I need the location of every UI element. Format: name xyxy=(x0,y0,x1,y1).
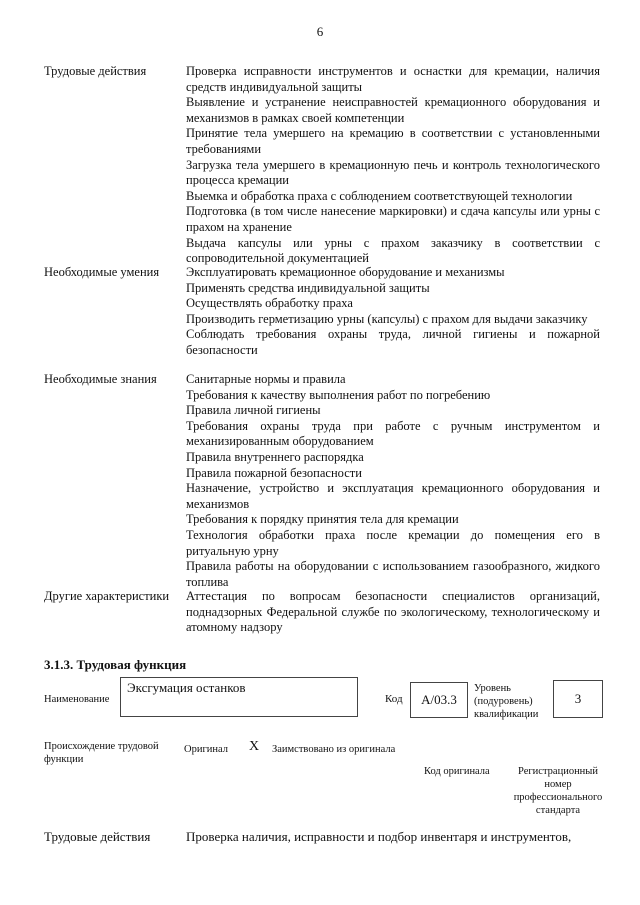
section-knowledge xyxy=(44,372,600,590)
code-value: A/03.3 xyxy=(421,692,457,707)
list-item: Производить герметизацию урны (капсулы) с прахом для выдачи заказчику xyxy=(186,311,588,326)
list-item: Подготовка (в том числе нанесение маркировки) и сдача капсулы или урны с прахом на хранение xyxy=(186,204,600,234)
list-item: Правила личной гигиены xyxy=(186,403,321,418)
list-item: Аттестация по вопросам безопасности специалистов организаций, поднадзорных Федеральной службе по экологическому, технологическому и атомному надзору xyxy=(186,589,600,635)
section-label: Трудовые действия xyxy=(44,829,151,844)
list-item: Применять средства индивидуальной защиты xyxy=(186,280,430,295)
list-item: Выявление и устранение неисправностей кремационного оборудования и механизмов в рамках своей компетенции xyxy=(186,95,600,125)
list-item: Требования к порядку принятия тела для кремации xyxy=(186,512,459,527)
original-mark: X xyxy=(249,739,260,754)
list-item: Проверка исправности инструментов и оснастки для кремации, наличия средств индивидуальной защиты xyxy=(186,64,600,94)
code-label: Код xyxy=(385,693,403,705)
list-item: Проверка наличия, исправности и подбор инвентаря и инструментов, xyxy=(186,829,572,844)
section-label: Трудовые действия xyxy=(44,64,147,78)
next-section xyxy=(44,829,602,845)
list-item: Эксплуатировать кремационное оборудование и механизмы xyxy=(186,265,505,279)
code-original-label: Код оригинала xyxy=(424,766,490,777)
origin-label: Происхождение трудовой функции xyxy=(44,741,159,765)
list-item: Требования к качеству выполнения работ по погребению xyxy=(186,387,491,402)
section-label: Необходимые знания xyxy=(44,372,157,386)
page-number: 6 xyxy=(316,24,324,39)
section-skills xyxy=(44,265,600,359)
reg-number-label: Регистрационный номер профессионального стандарта xyxy=(513,766,603,816)
list-item: Выемка и обработка праха с соблюдением соответствующей технологии xyxy=(186,188,573,203)
list-item: Соблюдать требования охраны труда, личной гигиены и пожарной безопасности xyxy=(186,327,600,357)
name-box xyxy=(120,677,358,717)
function-title: 3.1.3. Трудовая функция xyxy=(44,657,187,672)
list-item: Требования охраны труда при работе с ручным инструментом и механизированным оборудованием xyxy=(186,418,600,449)
section-other xyxy=(44,589,600,636)
section-labor-actions xyxy=(44,64,600,267)
level-label: Уровень (подуровень) квалификации xyxy=(474,683,539,720)
list-item: Назначение, устройство и эксплуатация кремационного оборудования и механизмов xyxy=(186,481,600,511)
name-value: Эксгумация останков xyxy=(127,680,246,695)
level-box xyxy=(553,680,603,718)
list-item: Правила внутреннего распорядка xyxy=(186,449,364,464)
original-label: Оригинал xyxy=(184,744,228,755)
list-item: Правила пожарной безопасности xyxy=(186,465,362,480)
list-item: Осуществлять обработку праха xyxy=(186,296,353,311)
list-item: Правила работы на оборудовании с использованием газообразного, жидкого топлива xyxy=(186,559,600,589)
list-item: Принятие тела умершего на кремацию в соответствии с установленными требованиями xyxy=(186,126,600,156)
name-label: Наименование xyxy=(44,694,110,705)
section-label: Другие характеристики xyxy=(44,589,170,603)
level-value: 3 xyxy=(574,691,582,706)
section-label: Необходимые умения xyxy=(44,265,160,279)
borrowed-label: Заимствовано из оригинала xyxy=(272,744,396,755)
code-box xyxy=(410,682,468,718)
list-item: Загрузка тела умершего в кремационную печь и контроль технологического процесса кремации xyxy=(186,157,600,188)
list-item: Технология обработки праха после кремации до помещения его в ритуальную урну xyxy=(186,527,600,558)
list-item: Санитарные нормы и правила xyxy=(186,372,346,386)
list-item: Выдача капсулы или урны с прахом заказчику в соответствии с сопроводительной документацией xyxy=(186,235,600,266)
